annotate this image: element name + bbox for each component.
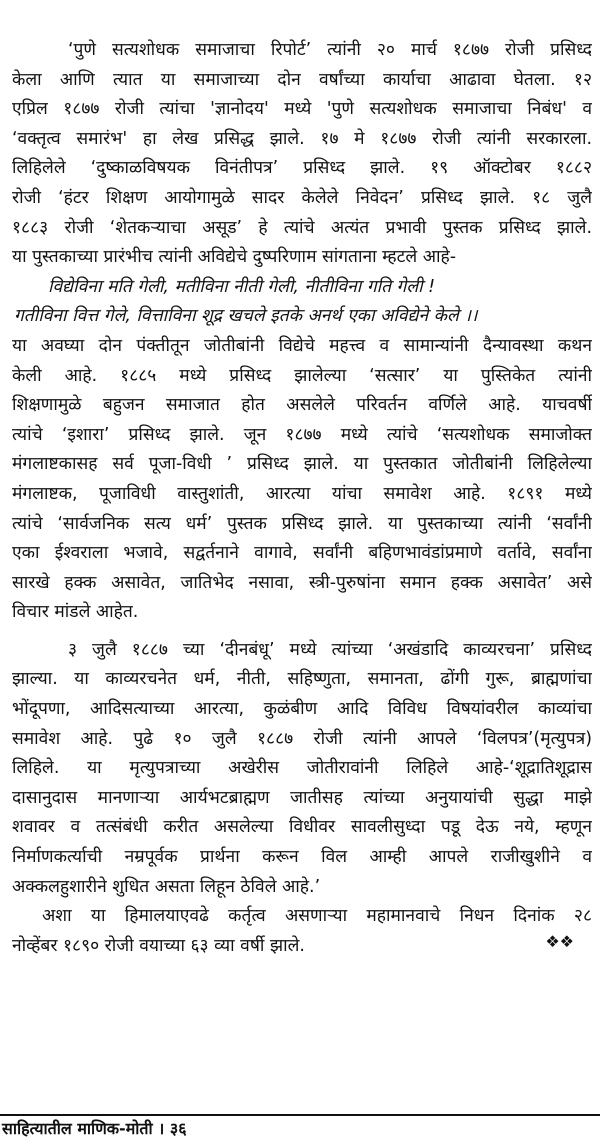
text-line: अशा या हिमालयाएवढे कर्तृत्व असणाऱ्या महामानवाचे निधन दिनांक २८ [42, 906, 592, 927]
text-line: मंगलाष्टक, पूजाविधी वास्तुशांती, आरत्या यांचा समावेश आहे. १८९१ मध्ये [12, 483, 592, 504]
text-line: एका ईश्वराला भजावे, सद्वर्तनाने वागावे, सर्वांनी बहिणभावंडांप्रमाणे वर्तावे, सर्वांना [12, 543, 592, 564]
text-line: भोंदूपणा, आदिसत्याच्या आरत्या, कुळंबीण आदि विविध विषयांवरील काव्यांचा [12, 699, 592, 720]
text-line: झाल्या. या काव्यरचनेत धर्म, नीती, सहिष्णुता, समानता, ढोंगी गुरू, ब्राह्मणांचा [12, 669, 592, 690]
text-line: सारखे हक्क असावेत, जातिभेद नसावा, स्त्री-पुरुषांना समान हक्क असावेत’ असे [12, 572, 592, 593]
text-line: एप्रिल १८७७ रोजी त्यांचा 'ज्ञानोदय' मध्ये 'पुणे सत्यशोधक समाजाचा निबंध' व [12, 99, 592, 120]
verse-line: गतीविना वित्त गेले, वित्ताविना शूद्र खचले इतके अनर्थ एका अविद्येने केले ।। [14, 306, 478, 327]
paragraph-gap [12, 628, 592, 636]
last-line-wrap [12, 932, 592, 962]
end-ornament-icon: ❖❖ [545, 931, 574, 951]
text-line: ३ जुलै १८८७ च्या ‘दीनबंधू’ मध्ये त्यांच्या ‘अखंडादि काव्यरचना’ प्रसिध्द [68, 639, 592, 660]
text-line: रोजी ‘हंटर शिक्षण आयोगामुळे सादर केलेले निवेदन’ प्रसिध्द झाले. १८ जुलै [12, 187, 592, 208]
text-line: दासानुदास मानणाऱ्या आर्यभटब्राह्मण जातीसह त्यांच्या अनुयायांची सुद्धा माझे [12, 787, 592, 808]
verse-quote [12, 273, 592, 332]
text-line: केली आहे. १८८५ मध्ये प्रसिध्द झालेल्या ‘सत्सार’ या पुस्तिकेत त्यांनी [12, 365, 592, 386]
text-line: त्यांचे ‘इशारा’ प्रसिध्द झाले. जून १८७७ मध्ये त्यांचे ‘सत्यशोधक समाजोक्त [12, 424, 592, 445]
text-line: त्यांचे ‘सार्वजनिक सत्य धर्म’ पुस्तक प्रसिध्द झाले. या पुस्तकाच्या त्यांनी ‘सर्वांनी [12, 513, 592, 534]
text-line: केला आणि त्यात या समाजाच्या दोन वर्षांच्या कार्याचा आढावा घेतला. १२ [12, 69, 592, 90]
text-line: शवावर व तत्संबंधी करीत असलेल्या विधीवर सावलीसुध्दा पडू देऊ नये, म्हणून [12, 817, 592, 838]
text-line: विचार मांडले आहेत. [12, 602, 139, 623]
text-line: अक्कलहुशारीने शुधित असता लिहून ठेविले आहे.’ [12, 876, 321, 897]
page-footer: साहित्यातील माणिक-मोती । ३६ [2, 1119, 187, 1138]
paragraph-1 [12, 36, 592, 273]
text-line: लिहिलेले ‘दुष्काळविषयक विनंतीपत्र’ प्रसिध्द झाले. १९ ऑक्टोबर १८८२ [12, 158, 592, 179]
verse-line: विद्येविना मति गेली, मतीविना नीती गेली, नीतीविना गति गेली ! [48, 276, 436, 297]
text-line: मंगलाष्टकासह सर्व पूजा-विधी ’ प्रसिध्द झाले. या पुस्तकात जोतीबांनी लिहिलेल्या [12, 454, 592, 475]
text-line: या अवघ्या दोन पंक्तीतून जोतीबांनी विद्येचे महत्त्व व सामान्यांनी दैन्यावस्था कथन [12, 335, 592, 356]
text-line: या पुस्तकाच्या प्रारंभीच त्यांनी अविद्येचे दुष्परिणाम सांगताना म्हटले आहे- [12, 247, 456, 268]
text-line: नोव्हेंबर १८९० रोजी वयाच्या ६३ व्या वर्षी झाले. [12, 935, 305, 956]
paragraph-3 [12, 636, 592, 902]
body-text [12, 36, 592, 961]
text-line: समावेश आहे. पुढे १० जुलै १८८७ रोजी त्यांनी आपले ‘विलपत्र’(मृत्युपत्र) [12, 728, 592, 749]
text-line: १८८३ रोजी ‘शेतकऱ्याचा असूड’ हे त्यांचे अत्यंत प्रभावी पुस्तक प्रसिध्द झाले. [12, 217, 592, 238]
text-line: निर्माणकर्त्याची नम्रपूर्वक प्रार्थना करून विल आम्ही आपले राजीखुशीने व [12, 847, 592, 868]
paragraph-2 [12, 332, 592, 628]
text-line: ‘पुणे सत्यशोधक समाजाचा रिपोर्ट’ त्यांनी २० मार्च १८७७ रोजी प्रसिध्द [68, 40, 592, 60]
paragraph-4 [12, 902, 592, 961]
text-line: लिहिले. या मृत्युपत्राच्या अखेरीस जोतीरावांनी लिहिले आहे-‘शूद्रातिशूद्रास [12, 758, 592, 779]
text-line: शिक्षणामुळे बहुजन समाजात होत असलेले परिवर्तन वर्णिले आहे. याचवर्षी [12, 395, 592, 416]
text-line: ‘वक्तृत्व समारंभ' हा लेख प्रसिद्ध झाले. १७ मे १८७७ रोजी त्यांनी सरकारला. [12, 128, 592, 149]
